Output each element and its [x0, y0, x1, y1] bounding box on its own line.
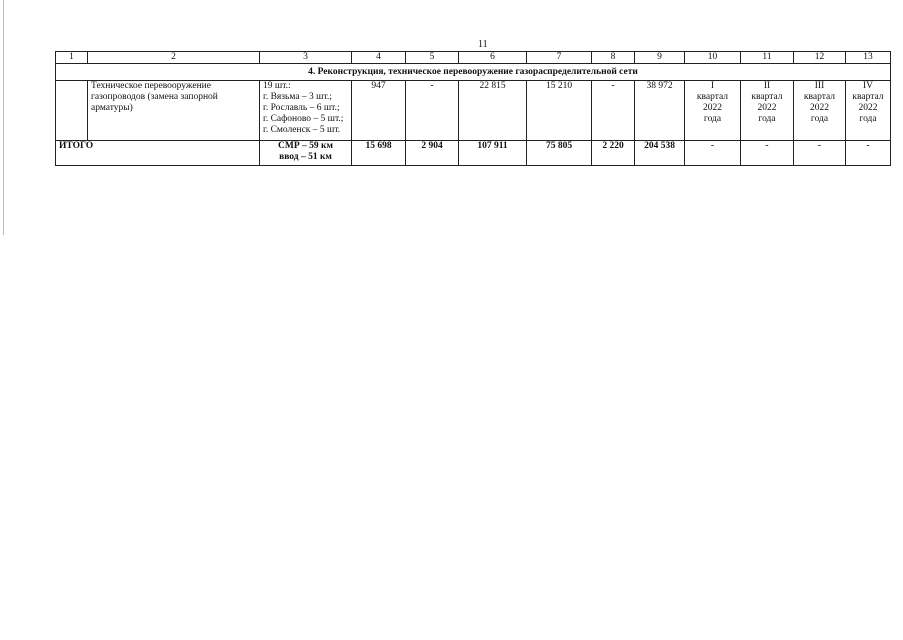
value-cell-4: 947 [352, 81, 406, 141]
total-detail-line: СМР – 59 км [278, 141, 333, 151]
total-value-12: - [794, 141, 846, 166]
column-number: 3 [260, 52, 352, 64]
column-number: 9 [635, 52, 685, 64]
section-title: 4. Реконструкция, техническое перевооружение газораспределительной сети [56, 64, 891, 81]
quarter-cell-12 [794, 81, 846, 141]
total-label: ИТОГО [56, 141, 260, 166]
page-edge-line [3, 0, 4, 235]
quarter-cell-10 [685, 81, 741, 141]
table-row [56, 81, 891, 141]
quarter-line: квартал [852, 92, 884, 102]
item-detail-cell [260, 81, 352, 141]
quarter-line: 2022 [703, 103, 722, 113]
quarter-line: квартал [803, 92, 836, 102]
quarter-line: квартал [751, 92, 783, 102]
quarter-line: 2022 [858, 103, 878, 113]
column-number: 7 [527, 52, 592, 64]
page-number: 11 [478, 39, 488, 50]
value-cell-8: - [592, 81, 635, 141]
column-number: 2 [88, 52, 260, 64]
column-number: 5 [406, 52, 459, 64]
quarter-line: III [814, 81, 825, 91]
item-name-line: арматуры) [91, 103, 133, 113]
column-number: 1 [56, 52, 88, 64]
total-value-9: 204 538 [635, 141, 685, 166]
value-cell-9: 38 972 [635, 81, 685, 141]
column-number: 6 [459, 52, 527, 64]
quarter-line: года [758, 114, 776, 124]
column-number: 8 [592, 52, 635, 64]
total-detail-cell [260, 141, 352, 166]
investment-table [55, 51, 891, 166]
total-value-4: 15 698 [352, 141, 406, 166]
quarter-line: года [859, 114, 877, 124]
quarter-line: квартал [696, 92, 729, 102]
item-detail-line: г. Смоленск – 5 шт. [263, 125, 341, 135]
total-value-8: 2 220 [592, 141, 635, 166]
quarter-line: II [763, 81, 771, 91]
item-detail-line: г. Вязьма – 3 шт.; [263, 92, 332, 102]
quarter-cell-11 [741, 81, 794, 141]
total-value-7: 75 805 [527, 141, 592, 166]
item-detail-line: г. Рославль – 6 шт.; [263, 103, 340, 113]
row-index-cell [56, 81, 88, 141]
quarter-line: года [810, 114, 829, 124]
item-name-line: Техническое перевооружение [91, 81, 211, 91]
quarter-line: I [710, 81, 715, 91]
column-number: 11 [741, 52, 794, 64]
quarter-cell-13 [846, 81, 891, 141]
total-row [56, 141, 891, 166]
total-value-5: 2 904 [406, 141, 459, 166]
quarter-line: 2022 [757, 103, 777, 113]
value-cell-5: - [406, 81, 459, 141]
item-name-cell [88, 81, 260, 141]
total-detail-line: ввод – 51 км [279, 152, 332, 162]
quarter-line: IV [862, 81, 874, 91]
total-value-13: - [846, 141, 891, 166]
total-value-10: - [685, 141, 741, 166]
quarter-line: 2022 [810, 103, 829, 113]
quarter-line: года [703, 114, 722, 124]
column-number: 4 [352, 52, 406, 64]
column-number: 12 [794, 52, 846, 64]
column-number-row [56, 52, 891, 64]
section-row [56, 64, 891, 81]
item-detail-line: 19 шт.: [263, 81, 291, 91]
total-value-6: 107 911 [459, 141, 527, 166]
total-value-11: - [741, 141, 794, 166]
column-number: 10 [685, 52, 741, 64]
item-detail-line: г. Сафоново – 5 шт.; [263, 114, 344, 124]
value-cell-6: 22 815 [459, 81, 527, 141]
item-name-line: газопроводов (замена запорной [91, 92, 218, 102]
value-cell-7: 15 210 [527, 81, 592, 141]
column-number: 13 [846, 52, 891, 64]
